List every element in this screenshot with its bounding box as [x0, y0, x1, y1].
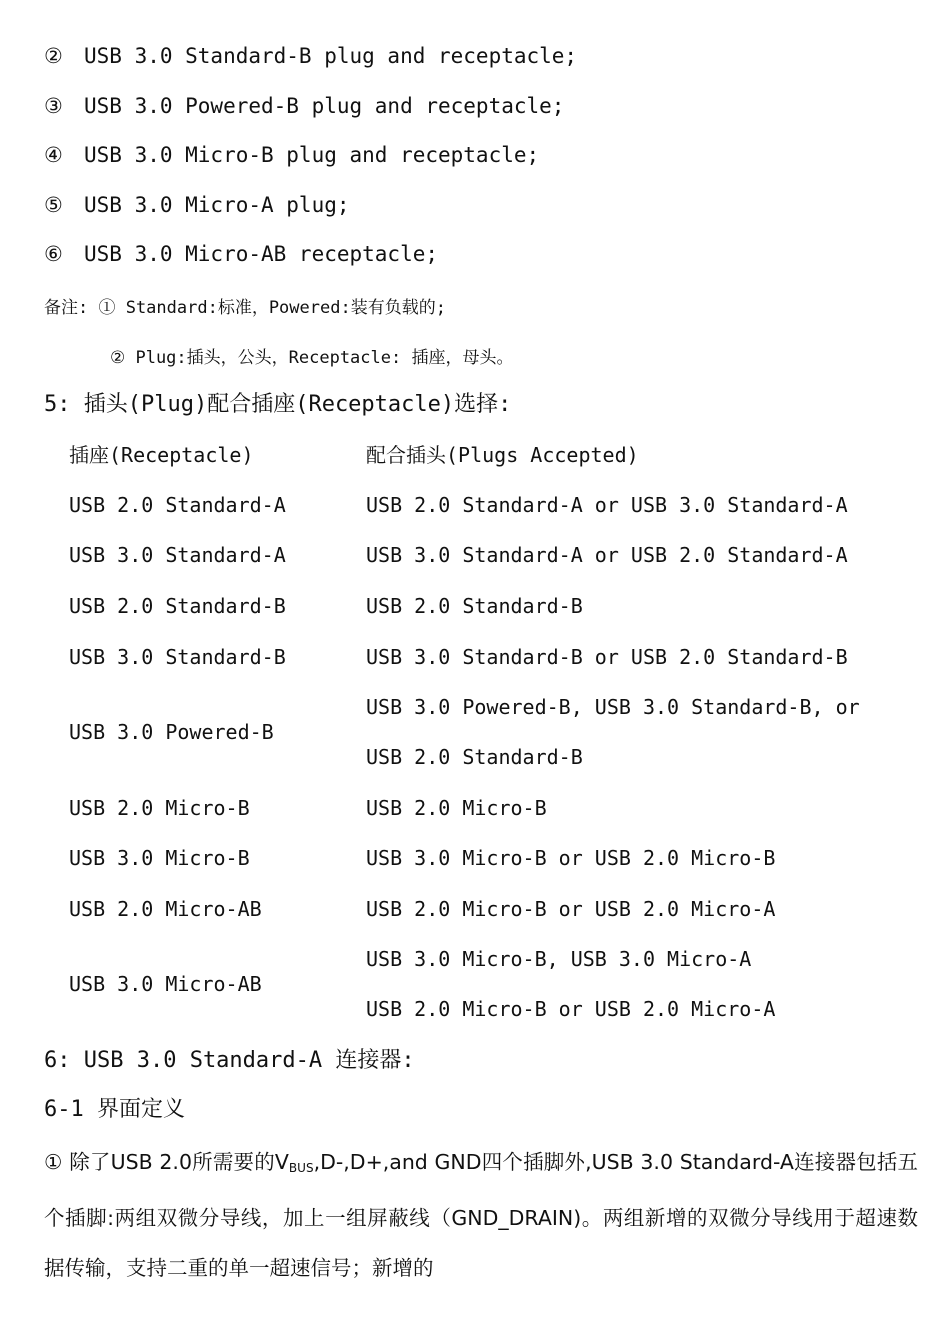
list-text: USB 3.0 Micro-A plug;: [84, 193, 350, 217]
table-cell-plugs: USB 2.0 Micro-B: [366, 796, 547, 820]
table-header-plugs: 配合插头(Plugs Accepted): [366, 443, 639, 467]
table-cell-receptacle: USB 2.0 Standard-B: [69, 594, 286, 618]
note-line-1: 备注: ① Standard:标准，Powered:装有负载的;: [44, 298, 446, 318]
list-text: USB 3.0 Powered-B plug and receptacle;: [84, 94, 565, 118]
table-cell-receptacle: USB 2.0 Micro-B: [69, 796, 250, 820]
list-item: [44, 191, 350, 219]
table-cell-plugs: USB 3.0 Standard-A or USB 2.0 Standard-A: [366, 543, 848, 567]
section-heading: 5: 插头(Plug)配合插座(Receptacle)选择:: [44, 392, 512, 417]
table-cell-plugs: USB 3.0 Powered-B, USB 3.0 Standard-B, or: [366, 695, 860, 719]
list-item: [44, 92, 564, 120]
paragraph-text: ,D-,D+,and GND四个插脚外,USB 3.0 Standard-A连接器包括五个插脚:两组双微分导线，加上一组屏蔽线（GND_DRAIN)。两组新增的双微分导线用于超速数据传输，支持二重的单一超速信号；新增的: [44, 1150, 918, 1280]
table-cell-receptacle: USB 3.0 Micro-AB: [69, 972, 262, 996]
table-cell-receptacle: USB 3.0 Powered-B: [69, 720, 274, 744]
body-paragraph: [44, 1137, 918, 1293]
list-text: USB 3.0 Micro-AB receptacle;: [84, 242, 439, 266]
table-cell-receptacle: USB 3.0 Standard-B: [69, 645, 286, 669]
list-number: ③: [44, 94, 63, 118]
table-cell-plugs: USB 2.0 Micro-B or USB 2.0 Micro-A: [366, 897, 776, 921]
note-line-2: ② Plug:插头，公头，Receptacle: 插座，母头。: [110, 348, 514, 368]
table-cell-receptacle: USB 3.0 Standard-A: [69, 543, 286, 567]
table-cell-plugs: USB 3.0 Micro-B or USB 2.0 Micro-B: [366, 846, 776, 870]
table-cell-receptacle: USB 2.0 Micro-AB: [69, 897, 262, 921]
table-cell-receptacle: USB 2.0 Standard-A: [69, 493, 286, 517]
list-number: ④: [44, 143, 63, 167]
list-number: ②: [44, 44, 63, 68]
table-cell-plugs: USB 2.0 Standard-A or USB 3.0 Standard-A: [366, 493, 848, 517]
table-cell-receptacle: USB 3.0 Micro-B: [69, 846, 250, 870]
paragraph-lead: ① 除了USB 2.0所需要的V: [44, 1150, 289, 1174]
list-number: ⑥: [44, 242, 63, 266]
table-cell-plugs: USB 3.0 Standard-B or USB 2.0 Standard-B: [366, 645, 848, 669]
list-text: USB 3.0 Standard-B plug and receptacle;: [84, 44, 578, 68]
list-text: USB 3.0 Micro-B plug and receptacle;: [84, 143, 540, 167]
list-item: [44, 240, 438, 268]
table-header-receptacle: 插座(Receptacle): [69, 443, 254, 467]
list-number: ⑤: [44, 193, 63, 217]
table-cell-plugs: USB 3.0 Micro-B, USB 3.0 Micro-A: [366, 947, 752, 971]
vbus-subscript: BUS: [288, 1161, 314, 1175]
table-cell-plugs: USB 2.0 Standard-B: [366, 594, 583, 618]
list-item: [44, 42, 577, 70]
section-heading: 6: USB 3.0 Standard-A 连接器:: [44, 1048, 415, 1073]
section-subheading: 6-1 界面定义: [44, 1097, 185, 1122]
list-item: [44, 141, 539, 169]
table-cell-plugs: USB 2.0 Standard-B: [366, 745, 583, 769]
table-cell-plugs: USB 2.0 Micro-B or USB 2.0 Micro-A: [366, 997, 776, 1021]
